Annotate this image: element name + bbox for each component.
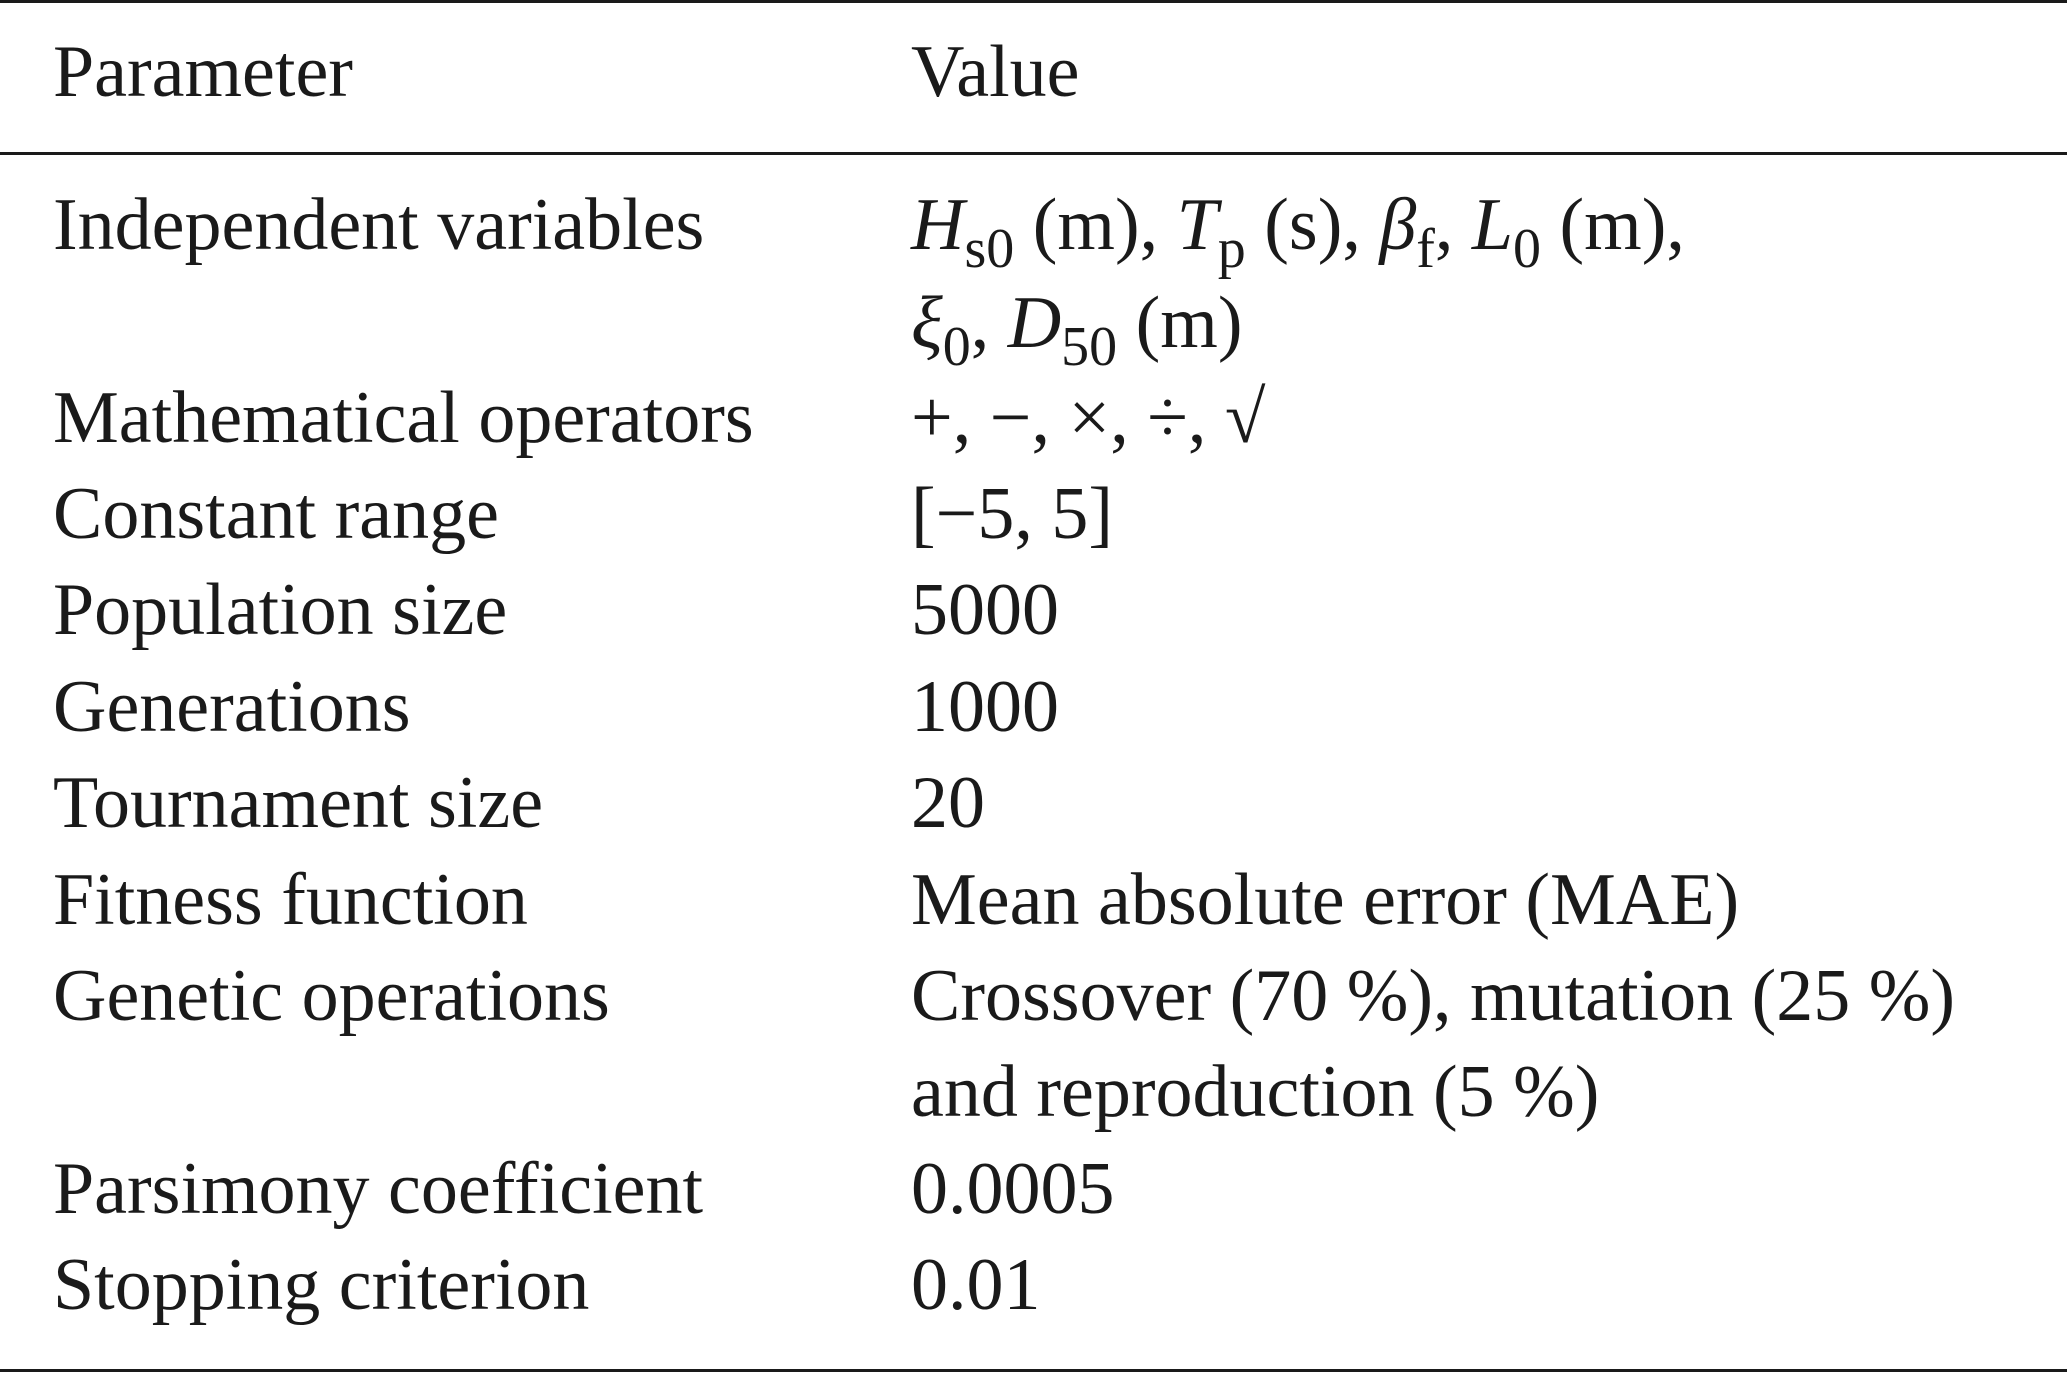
var-xi: ξ	[911, 282, 943, 364]
row-param-independent-variables: Independent variables	[53, 184, 705, 266]
var-t: T	[1176, 184, 1218, 266]
var-h-sub: s0	[964, 218, 1015, 280]
var-l-unit: (m),	[1541, 184, 1685, 266]
var-xi-sep: ,	[970, 282, 1008, 364]
row-param-tournament-size: Tournament size	[53, 762, 544, 844]
var-t-unit: (s),	[1245, 184, 1380, 266]
var-d: D	[1007, 282, 1062, 364]
header-value: Value	[911, 31, 1080, 113]
header-rule	[0, 152, 2067, 155]
header-parameter: Parameter	[53, 31, 353, 113]
row-value-population-size: 5000	[911, 569, 1059, 651]
top-rule	[0, 0, 2067, 3]
row-value-tournament-size: 20	[911, 762, 985, 844]
var-beta-sub: f	[1416, 218, 1435, 280]
row-value-independent-variables-line1	[911, 177, 1685, 280]
row-value-mathematical-operators: +, −, ×, ÷, √	[911, 377, 1266, 459]
row-param-mathematical-operators: Mathematical operators	[53, 377, 754, 459]
var-t-sub: p	[1217, 218, 1246, 280]
row-param-stopping-criterion: Stopping criterion	[53, 1244, 590, 1326]
row-value-genetic-operations-line2: and reproduction (5 %)	[911, 1051, 1600, 1133]
var-d-unit: (m)	[1117, 282, 1243, 364]
row-value-independent-variables-line2	[911, 275, 1243, 378]
row-param-generations: Generations	[53, 666, 411, 748]
row-param-genetic-operations: Genetic operations	[53, 955, 610, 1037]
row-param-constant-range: Constant range	[53, 473, 499, 555]
var-beta: β	[1379, 184, 1417, 266]
var-d-sub: 50	[1061, 316, 1118, 378]
row-param-parsimony-coefficient: Parsimony coefficient	[53, 1148, 704, 1230]
row-param-population-size: Population size	[53, 569, 508, 651]
var-h: H	[911, 184, 965, 266]
row-value-generations: 1000	[911, 666, 1059, 748]
var-h-unit: (m),	[1014, 184, 1177, 266]
var-l-sub: 0	[1513, 218, 1542, 280]
row-value-genetic-operations-line1: Crossover (70 %), mutation (25 %)	[911, 955, 1956, 1037]
var-l: L	[1471, 184, 1514, 266]
bottom-rule	[0, 1369, 2067, 1372]
var-beta-sep: ,	[1434, 184, 1472, 266]
var-xi-sub: 0	[942, 316, 971, 378]
row-value-parsimony-coefficient: 0.0005	[911, 1148, 1115, 1230]
row-value-fitness-function: Mean absolute error (MAE)	[911, 859, 1740, 941]
row-param-fitness-function: Fitness function	[53, 859, 528, 941]
row-value-stopping-criterion: 0.01	[911, 1244, 1041, 1326]
row-value-constant-range: [−5, 5]	[911, 473, 1114, 555]
